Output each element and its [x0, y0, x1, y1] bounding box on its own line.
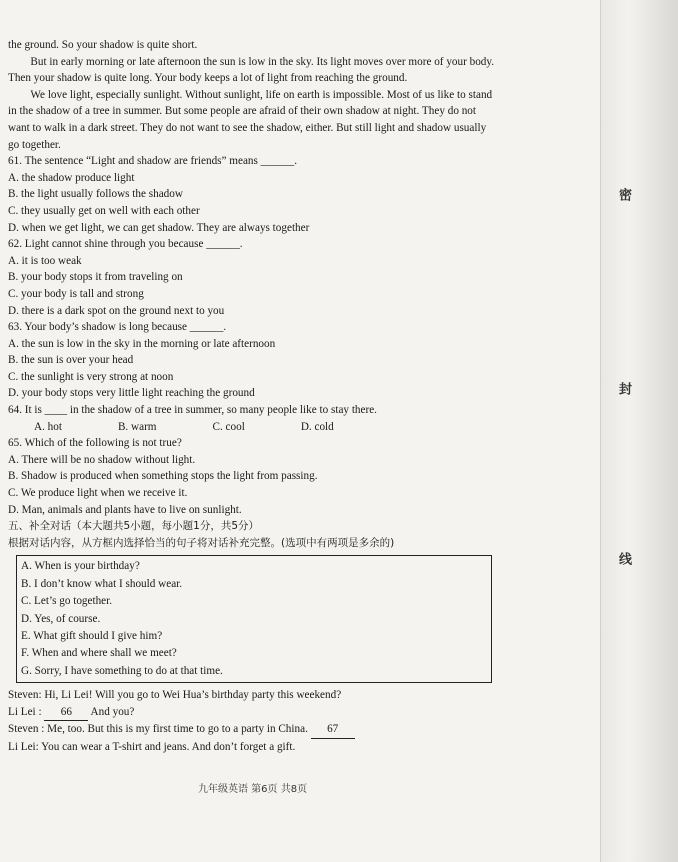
- dialogue: [8, 687, 500, 755]
- option-d: D. there is a dark spot on the ground next to you: [8, 304, 225, 317]
- page-content: [8, 37, 500, 756]
- dialogue-line-4: Li Lei: You can wear a T-shirt and jeans. And don’t forget a gift.: [8, 741, 296, 754]
- box-option-e: E. What gift should I give him?: [21, 630, 163, 643]
- question-61: [8, 153, 500, 236]
- option-b: B. warm: [117, 420, 157, 433]
- option-b: B. the light usually follows the shadow: [8, 188, 183, 201]
- binding-label-line: 线: [617, 552, 632, 565]
- passage-paragraph-3: We love light, especially sunlight. Without sunlight, life on earth is impossible. Most of us like to stand in the shadow of a tree in summer. But some people are afraid of their own shadow at night. They do not want to walk in a dark street. They do not want to see the shadow, either. But still light and shadow usually go together.: [8, 88, 493, 151]
- option-c: C. they usually get on well with each other: [8, 204, 200, 217]
- binding-label-fold: 封: [617, 382, 632, 395]
- option-a: A. the shadow produce light: [8, 171, 135, 184]
- option-c: C. the sunlight is very strong at noon: [8, 370, 174, 383]
- answer-blank-66[interactable]: 66: [44, 704, 88, 722]
- box-option-a: A. When is your birthday?: [21, 560, 140, 573]
- option-b: B. the sun is over your head: [8, 354, 134, 367]
- option-d: D. cold: [300, 420, 334, 433]
- options-box: [16, 555, 492, 683]
- option-d: D. your body stops very little light reaching the ground: [8, 387, 255, 400]
- option-a: A. the sun is low in the sky in the morning or late afternoon: [8, 337, 276, 350]
- question-stem: 61. The sentence “Light and shadow are friends” means ______.: [8, 155, 298, 168]
- page-footer: 九年级英语 第6页 共8页: [198, 784, 308, 795]
- option-b: B. your body stops it from traveling on: [8, 271, 183, 284]
- question-stem: 65. Which of the following is not true?: [8, 437, 182, 450]
- dialogue-line-2: [8, 704, 500, 722]
- question-62: [8, 236, 500, 319]
- question-stem: 64. It is ____ in the shadow of a tree in summer, so many people like to stay there.: [8, 404, 377, 417]
- option-a: A. it is too weak: [8, 254, 82, 267]
- dialogue-line-3: [8, 721, 500, 739]
- option-d: D. when we get light, we can get shadow. They are always together: [8, 221, 310, 234]
- box-option-c: C. Let’s go together.: [21, 595, 113, 608]
- option-a: A. hot: [34, 420, 62, 433]
- dialogue-line-1: Steven: Hi, Li Lei! Will you go to Wei Hua’s birthday party this weekend?: [8, 689, 342, 702]
- option-c: C. We produce light when we receive it.: [8, 487, 188, 500]
- box-option-f: F. When and where shall we meet?: [21, 647, 177, 660]
- option-c: C. your body is tall and strong: [8, 287, 144, 300]
- option-c: C. cool: [212, 420, 245, 433]
- option-d: D. Man, animals and plants have to live on sunlight.: [8, 503, 242, 516]
- section-title: 五、补全对话（本大题共5小题，每小题1分，共5分）: [8, 520, 260, 533]
- binding-strip: [600, 0, 678, 862]
- speaker: Li Lei :: [8, 705, 42, 718]
- question-stem: 62. Light cannot shine through you because ______.: [8, 238, 243, 251]
- dialogue-text: And you?: [90, 705, 135, 718]
- question-63: [8, 319, 500, 402]
- passage-paragraph-2: But in early morning or late afternoon the sun is low in the sky. Its light moves over more of your body. Then your shadow is quite long. Your body keeps a lot of light from reaching the ground.: [8, 55, 495, 85]
- option-a: A. There will be no shadow without light.: [8, 453, 196, 466]
- box-option-d: D. Yes, of course.: [21, 612, 101, 625]
- box-option-g: G. Sorry, I have something to do at that time.: [21, 664, 223, 677]
- question-64: [8, 402, 500, 435]
- dialogue-text: Steven : Me, too. But this is my first time to go to a party in China.: [8, 723, 308, 736]
- option-b: B. Shadow is produced when something stops the light from passing.: [8, 470, 318, 483]
- question-stem: 63. Your body’s shadow is long because ______.: [8, 321, 227, 334]
- question-65: [8, 435, 500, 518]
- options-row: [34, 419, 500, 436]
- passage-line-1: the ground. So your shadow is quite short.: [8, 39, 198, 51]
- box-option-b: B. I don’t know what I should wear.: [21, 577, 183, 590]
- answer-blank-67[interactable]: 67: [311, 721, 355, 739]
- section-instruction: 根据对话内容，从方框内选择恰当的句子将对话补充完整。(选项中有两项是多余的): [8, 536, 395, 549]
- binding-label-seal: 密: [617, 188, 632, 201]
